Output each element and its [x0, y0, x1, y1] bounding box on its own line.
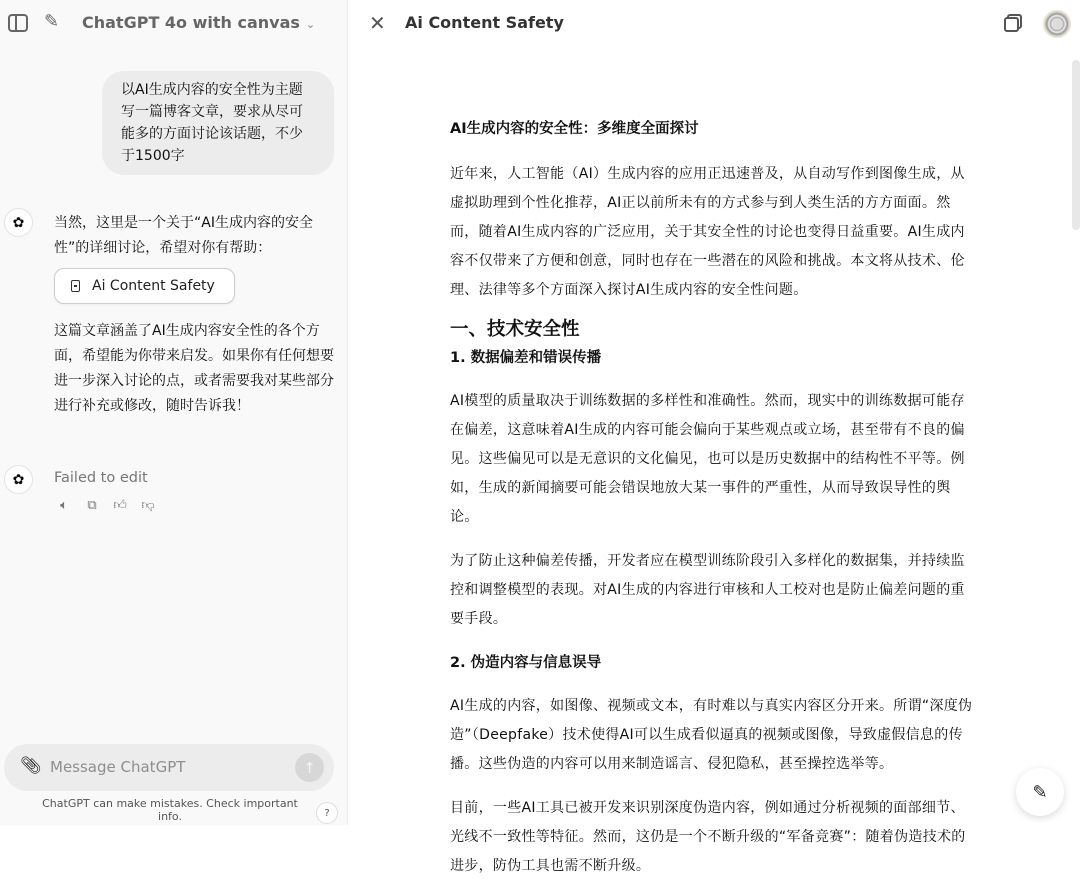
copy-icon[interactable]: [1004, 14, 1022, 32]
canvas-panel: [349, 0, 1080, 874]
document-body[interactable]: [450, 117, 975, 896]
failed-message: Failed to edit: [54, 470, 148, 486]
close-icon[interactable]: ✕: [369, 11, 386, 35]
subsection-heading: 1. 数据偏差和错误传播: [450, 350, 602, 366]
assistant-outro: 这篇文章涵盖了AI生成内容安全性的各个方面，希望能为你带来启发。如果你有任何想要进一步深入讨论的点，或者需要我对某些部分进行补充或修改，随时告诉我！: [54, 323, 334, 414]
disclaimer: ChatGPT can make mistakes. Check important info.: [42, 797, 298, 823]
document-label: Ai Content Safety: [92, 278, 215, 294]
model-selector[interactable]: [82, 13, 315, 32]
chatgpt-logo-icon: ✿: [4, 465, 33, 494]
message-actions: [56, 498, 156, 513]
sidebar-toggle-icon[interactable]: [8, 14, 28, 32]
scrollbar[interactable]: [1072, 60, 1080, 230]
pencil-icon: ✎: [1032, 781, 1048, 803]
user-message: 以AI生成内容的安全性为主题写一篇博客文章，要求从尽可能多的方面讨论该话题，不少于1500字: [102, 71, 334, 175]
canvas-title: Ai Content Safety: [405, 13, 564, 32]
paragraph: AI模型的质量取决于训练数据的多样性和准确性。然而，现实中的训练数据可能存在偏差，这意味着AI生成的内容可能会偏向于某些观点或立场，甚至带有不良的偏见。这些偏见可以是无意识的文化偏见，也可以是历史数据中的结构性不平等。例如，生成的新闻摘要可能会错误地放大某一事件的严重性，从而导致误导性的舆论。: [450, 393, 965, 525]
model-label: ChatGPT 4o with canvas: [82, 13, 300, 32]
message-input[interactable]: [50, 754, 280, 780]
chevron-down-icon: ⌄: [305, 18, 316, 31]
section-heading: 一、技术安全性: [450, 319, 580, 340]
subsection-heading: 2. 伪造内容与信息误导: [450, 655, 602, 671]
send-button[interactable]: [295, 753, 324, 782]
assistant-intro: 当然，这里是一个关于“AI生成内容的安全性”的详细讨论，希望对你有帮助：: [54, 215, 313, 256]
open-document-button[interactable]: [54, 268, 235, 304]
edit-suggestions-button[interactable]: [1016, 768, 1064, 816]
read-aloud-icon[interactable]: 🔈︎: [60, 498, 68, 513]
paragraph: 为了防止这种偏差传播，开发者应在模型训练阶段引入多样化的数据集，并持续监控和调整模型的表现。对AI生成的内容进行审核和人工校对也是防止偏差问题的重要手段。: [450, 553, 965, 627]
document-icon: [71, 280, 80, 292]
thumbs-up-icon[interactable]: 👍︎: [113, 498, 127, 513]
paragraph: 近年来，人工智能（AI）生成内容的应用正迅速普及，从自动写作到图像生成，从虚拟助理到个性化推荐，AI正以前所未有的方式参与到人类生活的方方面面。然而，随着AI生成内容的广泛应用，关于其安全性的讨论也变得日益重要。AI生成内容不仅带来了方便和创意，同时也存在一些潜在的风险和挑战。本文将从技术、伦理、法律等多个方面深入探讨AI生成内容的安全性问题。: [450, 166, 965, 298]
composer: [4, 744, 334, 791]
paragraph: 目前，一些AI工具已被开发来识别深度伪造内容，例如通过分析视频的面部细节、光线不一致性等特征。然而，这仍是一个不断升级的“军备竞赛”：随着伪造技术的进步，防伪工具也需不断升级。: [450, 800, 966, 874]
thumbs-down-icon[interactable]: 👎︎: [141, 498, 155, 513]
copy-icon[interactable]: ⧉: [87, 498, 97, 513]
chat-panel: [0, 0, 348, 825]
new-chat-icon[interactable]: ✎: [44, 11, 60, 32]
document-title: AI生成内容的安全性：多维度全面探讨: [450, 121, 699, 137]
avatar[interactable]: [1043, 10, 1071, 38]
arrow-up-icon: ↑: [303, 758, 316, 777]
paragraph: AI生成的内容，如图像、视频或文本，有时难以与真实内容区分开来。所谓“深度伪造”（Deepfake）技术使得AI可以生成看似逼真的视频或图像，导致虚假信息的传播。这些伪造的内容可以用来制造谣言、侵犯隐私，甚至操控选举等。: [450, 698, 973, 772]
help-button[interactable]: ?: [316, 802, 338, 824]
chatgpt-logo-icon: ✿: [4, 208, 33, 237]
attach-icon[interactable]: 📎︎: [20, 756, 42, 776]
